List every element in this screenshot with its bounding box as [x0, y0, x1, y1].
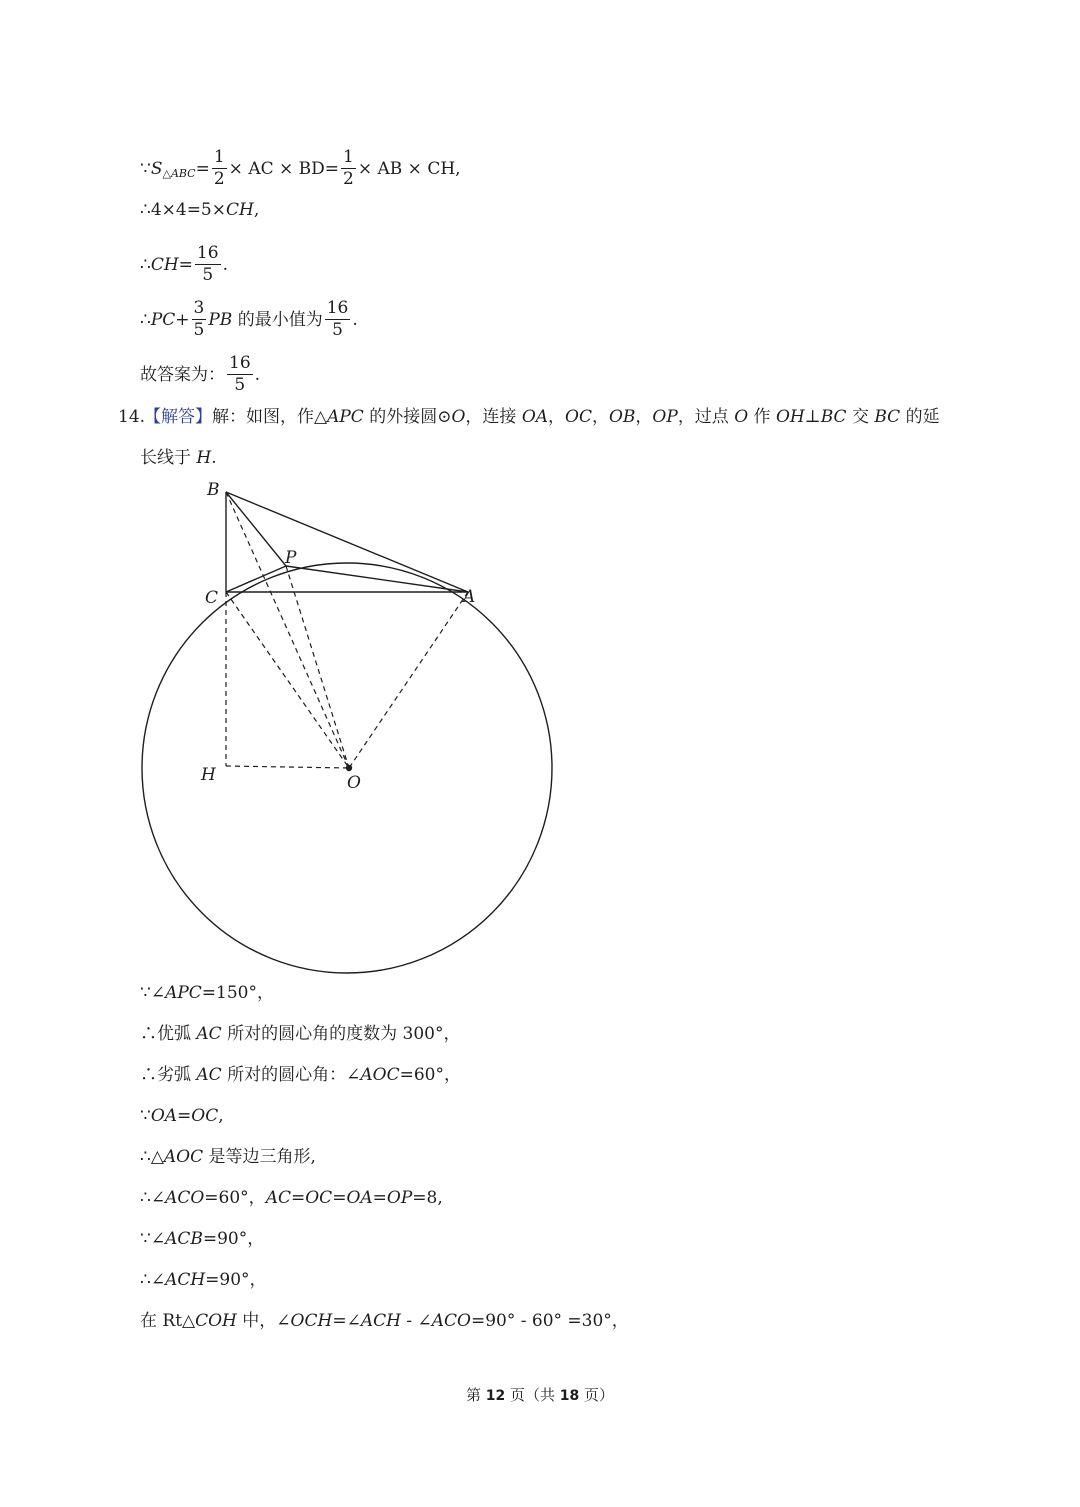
text-run: =8,: [412, 1188, 443, 1208]
text-run: 是等边三角形,: [203, 1147, 316, 1167]
segment-co-dashed: [226, 592, 349, 768]
math-variable: OH: [775, 407, 805, 427]
text-run: ∵∠: [140, 983, 166, 1003]
text-run: 所对的圆心角：∠: [221, 1065, 361, 1085]
segment-bo-dashed: [226, 492, 349, 768]
fraction: $\frac{1}{2}$: [343, 147, 354, 189]
text-run: 在 Rt△: [140, 1311, 196, 1331]
math-variable: AC: [196, 1065, 222, 1085]
equation-ch: ∴ CH = $\frac{16}{5}$ .: [140, 243, 228, 285]
math-variable: ACH: [165, 1270, 206, 1290]
math-variable: ACH: [360, 1311, 401, 1331]
math-variable: OB: [608, 407, 636, 427]
math-variable: ACO: [431, 1311, 471, 1331]
text-run: =150°，: [201, 983, 274, 1003]
reasoning-step: [140, 1228, 264, 1250]
text-run: =60°，: [204, 1188, 266, 1208]
text-run: =: [290, 1188, 306, 1208]
page-total: 18: [559, 1388, 580, 1404]
page-number: 12: [485, 1388, 506, 1404]
reasoning-step: [140, 1023, 460, 1045]
text-run: =: [177, 1106, 192, 1126]
reasoning-step: [140, 1187, 443, 1209]
math-variable: AC: [265, 1188, 291, 1208]
label-c: C: [205, 588, 219, 608]
label-a: A: [463, 587, 476, 607]
text-run: 交: [846, 407, 875, 427]
equation-area: ∵ S △ABC = $\frac{1}{2}$ × AC × BD= $\frac{1}{2}$ × AB × CH,: [140, 147, 461, 189]
reasoning-step: [140, 1146, 316, 1168]
question-number: 14.: [118, 407, 146, 427]
math-variable: OA: [150, 1106, 178, 1126]
text-run: =∠: [332, 1311, 361, 1331]
label-h: H: [201, 765, 216, 785]
text-run: 解：如图，作△: [212, 407, 328, 427]
fraction: $\frac{16}{5}$: [326, 298, 349, 340]
label-o: O: [347, 773, 361, 793]
math-variable: H: [196, 448, 212, 468]
text-run: ∴∠: [140, 1188, 166, 1208]
segment-cp: [226, 566, 286, 592]
segment-ho-dashed: [226, 766, 349, 768]
equation-product: ∴4×4=5× CH ,: [140, 200, 260, 220]
text-run: ∴优弧: [140, 1024, 197, 1044]
math-variable: AC: [196, 1024, 222, 1044]
math-variable: OCH: [290, 1311, 333, 1331]
text-run: ∴劣弧: [140, 1065, 197, 1085]
math-variable: OC: [191, 1106, 219, 1126]
equation-minimum: ∴ PC + $\frac{3}{5}$ PB 的最小值为 $\frac{16}{5}$ .: [140, 298, 358, 340]
math-variable: BC: [874, 407, 901, 427]
math-variable: OC: [565, 407, 592, 427]
reasoning-step: [140, 1064, 461, 1086]
math-variable: OA: [346, 1188, 373, 1208]
text-run: ∵∠: [140, 1229, 166, 1249]
page-footer: 第 12 页（共 18 页）: [465, 1386, 615, 1404]
text-run: 中，∠: [236, 1311, 291, 1331]
text-run: ，: [591, 407, 609, 427]
reasoning-step: [140, 1105, 224, 1127]
text-run: 作: [748, 407, 776, 427]
center-point-o: [346, 765, 352, 771]
text-run: ，: [548, 407, 566, 427]
segment-ao-dashed: [349, 592, 468, 768]
text-run: =90°，: [202, 1229, 265, 1249]
text-run: =: [372, 1188, 387, 1208]
math-variable: O: [451, 407, 466, 427]
text-run: ，过点: [677, 407, 735, 427]
segment-pa: [286, 566, 468, 592]
text-run: ，连接: [465, 407, 522, 427]
text-run: ∴∠: [140, 1270, 166, 1290]
math-variable: COH: [195, 1311, 237, 1331]
fraction: $\frac{3}{5}$: [193, 298, 205, 340]
text-run: ,: [218, 1106, 224, 1126]
fraction: $\frac{16}{5}$: [229, 353, 251, 395]
text-run: =90°，: [205, 1270, 267, 1290]
math-variable: OC: [305, 1188, 333, 1208]
segment-po-dashed: [286, 566, 349, 768]
solution-intro-continued: [140, 447, 217, 469]
math-variable: OP: [652, 407, 678, 427]
text-run: - ∠: [400, 1311, 432, 1331]
math-variable: ACO: [165, 1188, 205, 1208]
text-run: =90° - 60° =30°，: [470, 1311, 629, 1331]
math-variable: APC: [327, 407, 364, 427]
solution-tag: 【解答】: [144, 407, 212, 427]
label-p: P: [285, 548, 297, 568]
math-variable: OA: [521, 407, 549, 427]
math-variable: AOC: [163, 1147, 204, 1167]
math-variable: O: [734, 407, 749, 427]
fraction: $\frac{1}{2}$: [213, 147, 225, 189]
segment-bp: [226, 492, 286, 566]
math-variable: APC: [165, 983, 202, 1003]
text-run: 的延: [900, 407, 940, 427]
text-run: 所对的圆心角的度数为 300°，: [221, 1024, 461, 1044]
text-run: 的外接圆⊙: [363, 407, 452, 427]
answer-line: 故答案为： $\frac{16}{5}$ .: [140, 353, 261, 395]
text-run: .: [211, 448, 217, 468]
text-run: 长线于: [140, 448, 197, 468]
text-run: ∴△: [140, 1147, 164, 1167]
label-b: B: [207, 480, 220, 500]
solution-intro: [144, 406, 940, 428]
text-run: ∵: [140, 1106, 151, 1126]
math-variable: AOC: [360, 1065, 400, 1085]
reasoning-step: [140, 1310, 629, 1332]
geometry-figure: [0, 470, 600, 975]
reasoning-step: [140, 982, 274, 1004]
math-variable: OP: [386, 1188, 413, 1208]
math-variable: ACB: [165, 1229, 203, 1249]
fraction: $\frac{16}{5}$: [196, 243, 219, 285]
reasoning-step: [140, 1269, 267, 1291]
text-run: =: [332, 1188, 347, 1208]
text-run: ，: [635, 407, 653, 427]
text-run: =60°，: [399, 1065, 461, 1085]
text-run: ⊥: [804, 407, 821, 427]
math-variable: BC: [820, 407, 847, 427]
